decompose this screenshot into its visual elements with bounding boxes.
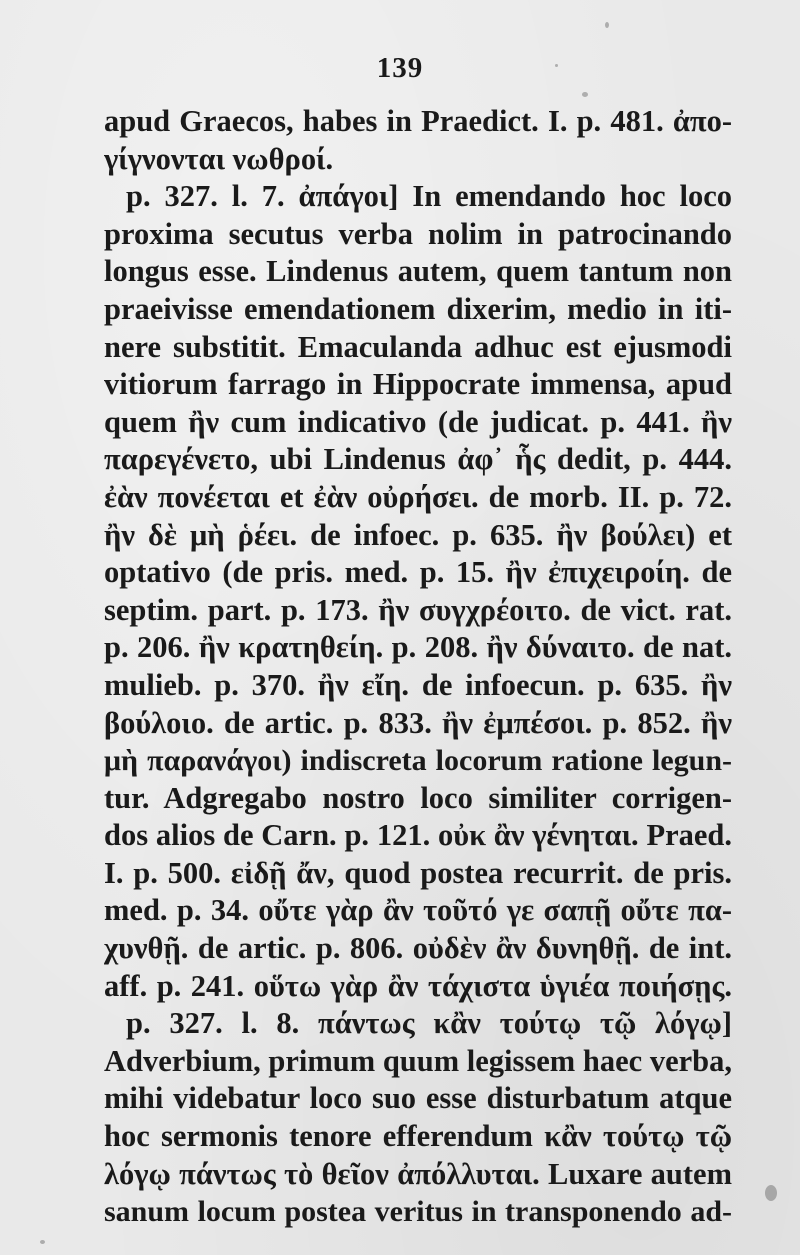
- text-line: tur. Adgregabo nostro loco similiter corrigen-: [104, 780, 732, 815]
- text-line: μὴ παρανάγοι) indiscreta locorum ratione legun-: [104, 744, 732, 778]
- text-line: quem ἢν cum indicativo (de judicat. p. 441. ἢν: [104, 404, 732, 439]
- text-line: sanum locum postea veritus in transponendo ad-: [104, 1195, 732, 1229]
- text-line: mihi videbatur loco suo esse disturbatum atque: [104, 1081, 732, 1116]
- text-line: p. 206. ἢν κρατηθείη. p. 208. ἢν δύναιτο. de nat.: [104, 630, 732, 665]
- text-line: nere substitit. Emaculanda adhuc est ejusmodi: [104, 329, 732, 364]
- text-line: mulieb. p. 370. ἢν εἴη. de infoecun. p. 635. ἢν: [104, 667, 732, 702]
- paper-speck: [40, 1240, 45, 1244]
- text-line: ἐὰν πονέεται et ἐὰν οὐρήσει. de morb. II. p. 72.: [104, 479, 732, 514]
- text-line: λόγῳ πάντως τὸ θεῖον ἀπόλλυται. Luxare autem: [104, 1156, 732, 1191]
- body-text: [104, 103, 732, 1231]
- text-line: proxima secutus verba nolim in patrocinando: [104, 216, 732, 251]
- text-line: Adverbium, primum quum legissem haec verba,: [104, 1043, 732, 1078]
- text-line: optativo (de pris. med. p. 15. ἢν ἐπιχειροίη. de: [104, 555, 732, 590]
- text-line: praeivisse emendationem dixerim, medio in iti-: [104, 291, 732, 326]
- text-line: ἢν δὲ μὴ ῥέει. de infoec. p. 635. ἢν βούλει) et: [104, 517, 732, 552]
- text-line: χυνθῇ. de artic. p. 806. οὐδὲν ἂν δυνηθῇ. de int.: [104, 931, 732, 966]
- text-line: aff. p. 241. οὕτω γὰρ ἂν τάχιστα ὑγιέα ποιήσῃς.: [104, 968, 732, 1003]
- paper-speck: [765, 1185, 777, 1201]
- text-line: longus esse. Lindenus autem, quem tantum non: [104, 254, 732, 289]
- text-line: dos alios de Carn. p. 121. οὐκ ἂν γένηται. Praed.: [104, 818, 732, 853]
- text-line: vitiorum farrago in Hippocrate immensa, apud: [104, 367, 732, 402]
- text-line: p. 327. l. 8. πάντως κἂν τούτῳ τῷ λόγῳ]: [126, 1006, 732, 1041]
- paper-speck: [605, 22, 609, 28]
- text-line: apud Graecos, habes in Praedict. I. p. 481. ἀπο-: [104, 104, 732, 138]
- text-line: βούλοιο. de artic. p. 833. ἢν ἐμπέσοι. p. 852. ἢν: [104, 705, 732, 740]
- page-number: 139: [376, 52, 424, 84]
- text-line: γίγνονται νωθροί.: [104, 141, 334, 176]
- paper-speck: [555, 64, 558, 67]
- text-line: hoc sermonis tenore efferendum κἂν τούτῳ τῷ: [104, 1119, 732, 1154]
- text-line: septim. part. p. 173. ἢν συγχρέοιτο. de vict. rat.: [104, 592, 732, 627]
- paper-speck: [582, 92, 588, 97]
- text-line: I. p. 500. εἰδῇ ἄν, quod postea recurrit. de pris.: [104, 855, 732, 890]
- text-line: p. 327. l. 7. ἀπάγοι] In emendando hoc loco: [126, 179, 732, 214]
- text-line: med. p. 34. οὔτε γὰρ ἂν τοῦτό γε σαπῇ οὔτε πα-: [104, 893, 732, 928]
- text-line: παρεγένετο, ubi Lindenus ἀφ᾽ ἧς dedit, p. 444.: [104, 442, 732, 477]
